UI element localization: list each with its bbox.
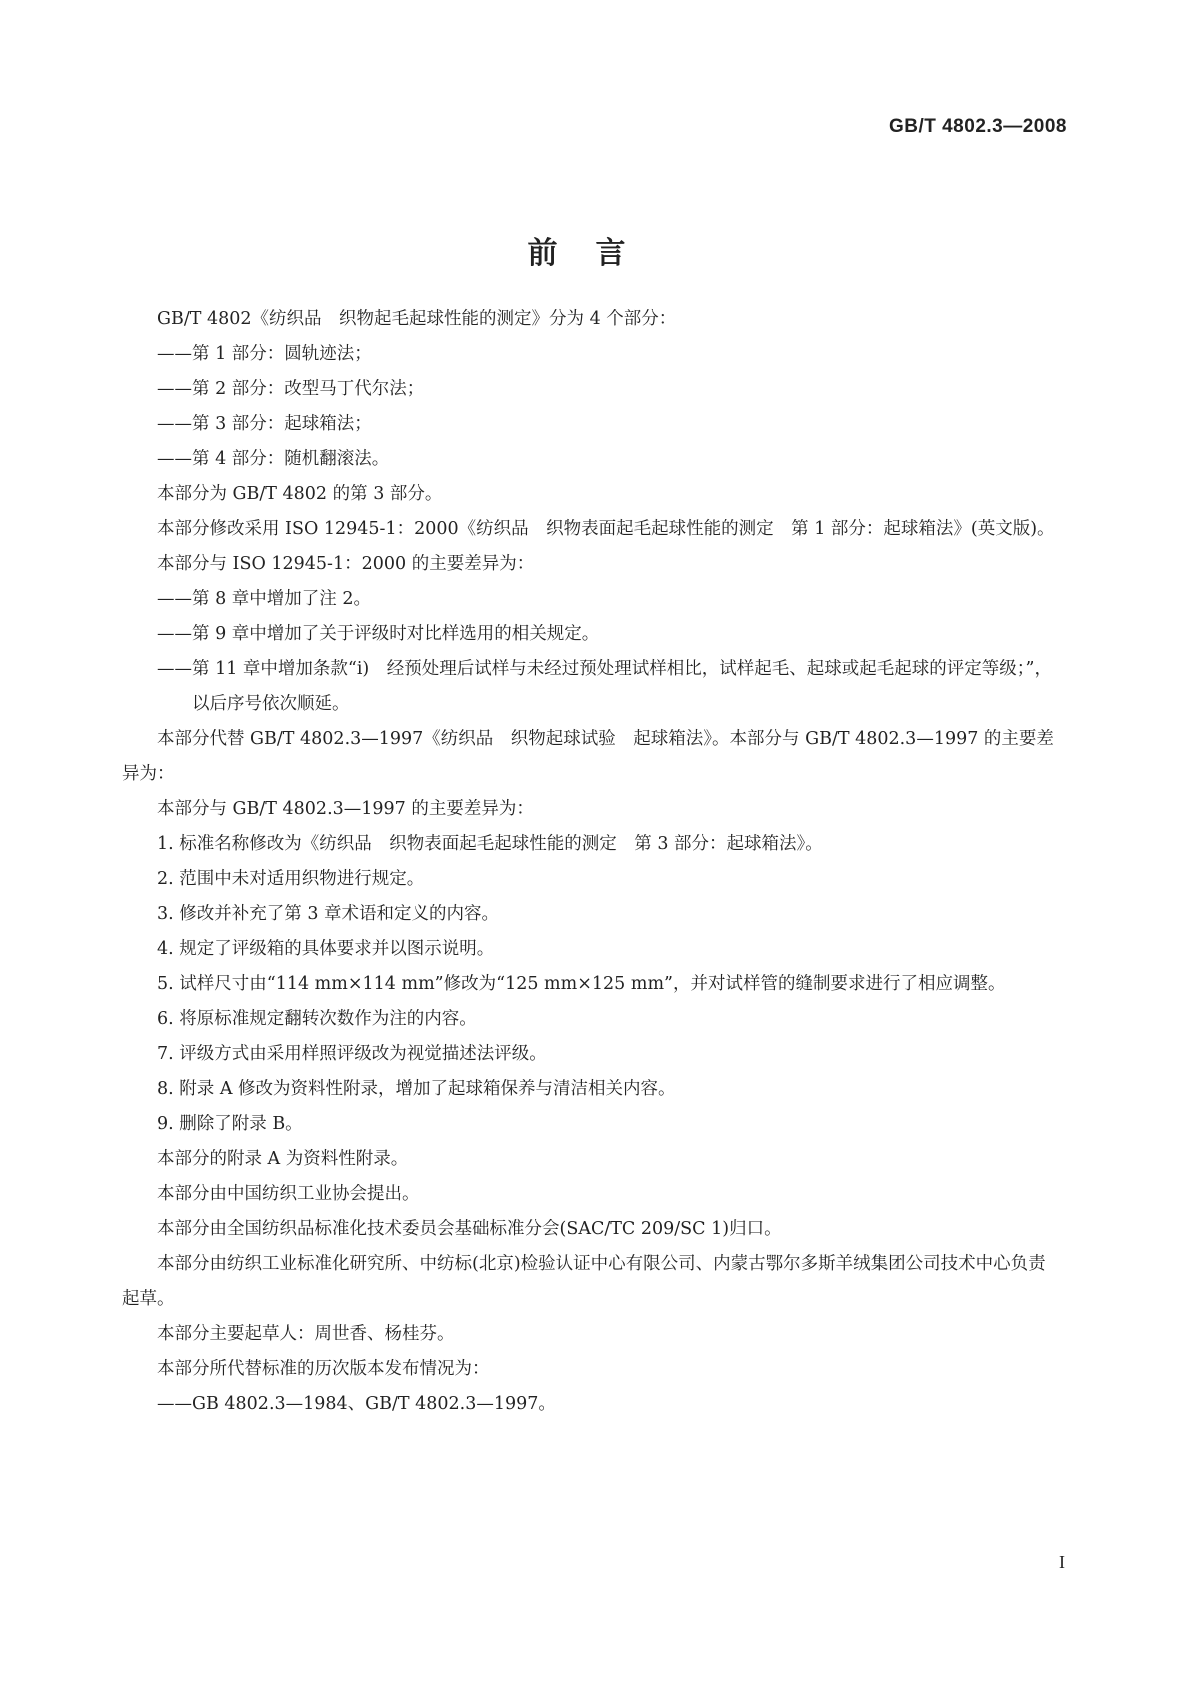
numbered-item: 1. 标准名称修改为《纺织品 织物表面起毛起球性能的测定 第 3 部分：起球箱法》。 [157,834,823,854]
numbered-item: 7. 评级方式由采用样照评级改为视觉描述法评级。 [157,1044,547,1064]
list-item: ——第 8 章中增加了注 2。 [157,589,371,609]
paragraph: 本部分修改采用 ISO 12945-1：2000《纺织品 织物表面起毛起球性能的测定 第 1 部分：起球箱法》(英文版)。 [157,519,1055,539]
list-item: ——第 1 部分：圆轨迹法； [157,344,372,364]
paragraph: 本部分与 ISO 12945-1：2000 的主要差异为： [157,554,535,574]
standard-number: GB/T 4802.3—2008 [888,116,1067,137]
page-number: I [1059,1552,1065,1572]
numbered-item: 6. 将原标准规定翻转次数作为注的内容。 [157,1009,477,1029]
paragraph: 本部分的附录 A 为资料性附录。 [157,1149,409,1169]
list-item: ——第 9 章中增加了关于评级时对比样选用的相关规定。 [157,624,600,644]
paragraph: 本部分由中国纺织工业协会提出。 [157,1184,420,1204]
list-item: ——第 4 部分：随机翻滚法。 [157,449,390,469]
paragraph: 本部分由纺织工业标准化研究所、中纺标(北京)检验认证中心有限公司、内蒙古鄂尔多斯羊绒集团公司技术中心负责起草。 [122,1254,1046,1309]
list-item: ——第 11 章中增加条款“i) 经预处理后试样与未经过预处理试样相比，试样起毛、起球或起毛起球的评定等级；”，以后序号依次顺延。 [157,659,1052,714]
paragraph: GB/T 4802《纺织品 织物起毛起球性能的测定》分为 4 个部分： [157,309,677,329]
list-item: ——第 3 部分：起球箱法； [157,414,372,434]
paragraph: 本部分代替 GB/T 4802.3—1997《纺织品 织物起球试验 起球箱法》。本部分与 GB/T 4802.3—1997 的主要差异为： [122,729,1054,784]
paragraph: 本部分由全国纺织品标准化技术委员会基础标准分会(SAC/TC 209/SC 1)归口。 [157,1219,782,1239]
paragraph: 本部分与 GB/T 4802.3—1997 的主要差异为： [157,799,534,819]
list-item: ——第 2 部分：改型马丁代尔法； [157,379,425,399]
page-title: 前言 [527,236,664,271]
numbered-item: 8. 附录 A 修改为资料性附录，增加了起球箱保养与清洁相关内容。 [157,1079,676,1099]
numbered-item: 3. 修改并补充了第 3 章术语和定义的内容。 [157,904,500,924]
list-item: ——GB 4802.3—1984、GB/T 4802.3—1997。 [157,1394,556,1414]
numbered-item: 9. 删除了附录 B。 [157,1114,303,1134]
paragraph: 本部分为 GB/T 4802 的第 3 部分。 [157,484,443,504]
document-body [122,302,1063,1422]
numbered-item: 2. 范围中未对适用织物进行规定。 [157,869,425,889]
numbered-item: 5. 试样尺寸由“114 mm×114 mm”修改为“125 mm×125 mm”，并对试样管的缝制要求进行了相应调整。 [157,974,1006,994]
paragraph: 本部分所代替标准的历次版本发布情况为： [157,1359,490,1379]
paragraph: 本部分主要起草人：周世香、杨桂芬。 [157,1324,455,1344]
numbered-item: 4. 规定了评级箱的具体要求并以图示说明。 [157,939,495,959]
